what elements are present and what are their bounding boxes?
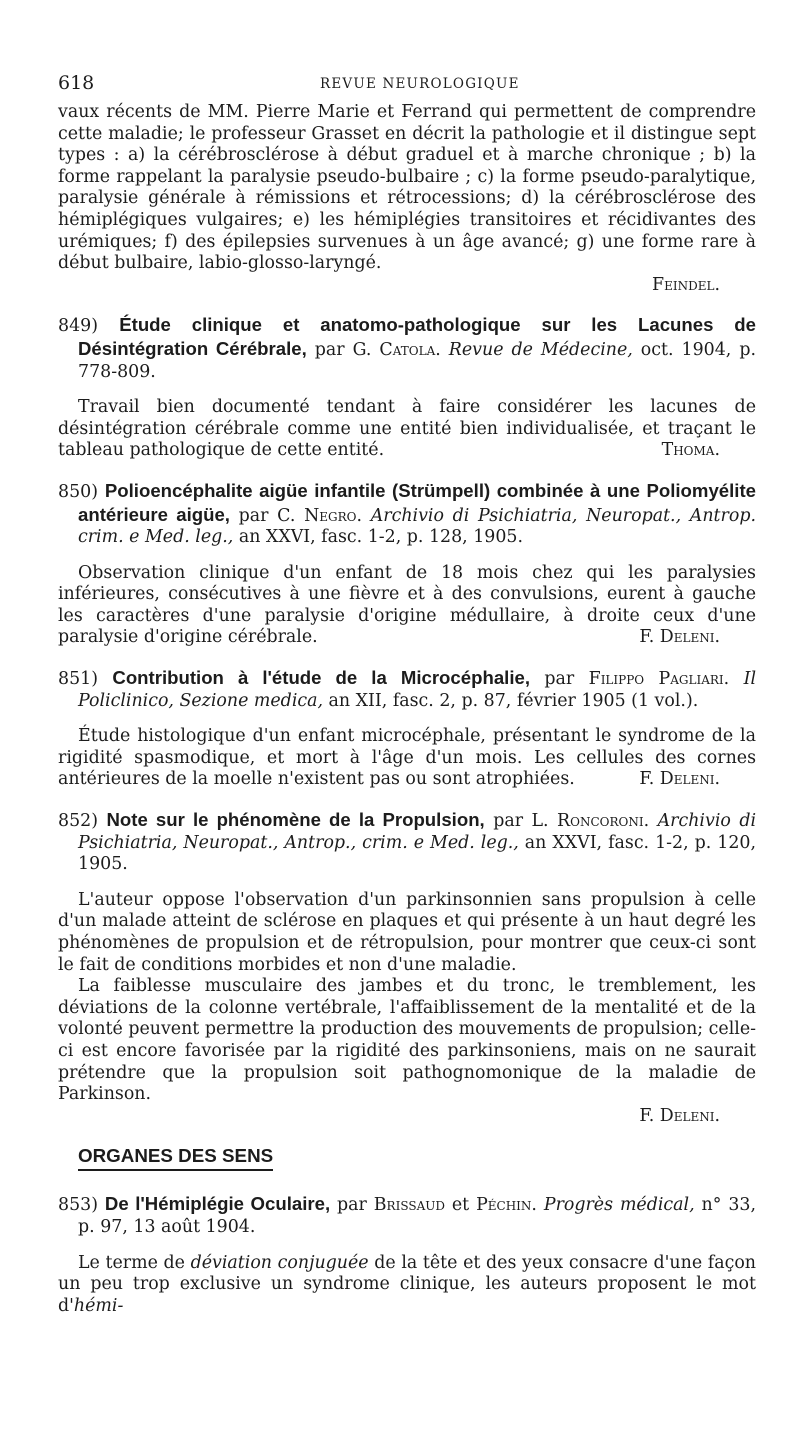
entry-par: par bbox=[484, 811, 532, 832]
entry-heading bbox=[58, 1193, 756, 1238]
entry-reference: an XXVI, fasc. 1-2, p. 128, 1905. bbox=[233, 527, 523, 548]
entry-author: Péchin. bbox=[476, 1195, 537, 1216]
intro-paragraph: vaux récents de MM. Pierre Marie et Ferrand qui permettent de comprendre cette maladie; le professeur Grasset en décrit la pathologie et il distingue sept types : a) la cérébrosclérose à début graduel et à marche chronique ; b) la forme rappelant la paralysie pseudo-bulbaire ; c) la forme pseudo-paralytique, paralysie générale à rémissions et rétrocessions; d) la cérébrosclérose des hémiplégiques vulgaires; e) les hémiplégies transitoires et récidivantes des urémiques; f) des épilepsies survenues à un âge avancé; g) une forme rare à début bulbaire, labio-glosso-laryngé. bbox=[58, 102, 756, 274]
section-heading: ORGANES DES SENS bbox=[78, 1145, 273, 1171]
entry-reference: an XXVI, fasc. 1-2, p. 120, 1905. bbox=[78, 832, 756, 875]
entry-signature: F. Deleni. bbox=[639, 769, 720, 790]
entry-par: par bbox=[330, 1195, 374, 1216]
abstract-entry-849 bbox=[58, 314, 756, 462]
abstract-entry-853 bbox=[58, 1193, 756, 1317]
entry-title: Note sur le phénomène de la Propulsion, bbox=[106, 809, 485, 831]
entry-conj: et bbox=[444, 1195, 477, 1216]
page-number: 618 bbox=[58, 72, 95, 94]
entry-source: Archivio di Psichiatria, Neuropat., Antrop., crim. e Med. leg., bbox=[78, 811, 757, 853]
entry-author: L. Roncoroni. bbox=[531, 811, 650, 832]
entry-body: Le terme de déviation conjuguée de la tête et des yeux consacre d'une façon un peu trop exclusive un syndrome clinique, les auteurs proposent le mot d'hémi- bbox=[58, 1252, 756, 1316]
entry-author: Brissaud bbox=[373, 1195, 445, 1216]
entry-body: L'auteur oppose l'observation d'un parkinsonnien sans propulsion à celle d'un malade atteint de sclérose en plaques et qui présente à un haut degré les phénomènes de propulsion et de rétropulsion, pour montrer que ceux-ci sont le fait de conditions morbides et non d'une maladie. bbox=[58, 889, 756, 975]
entry-par: par bbox=[306, 339, 353, 360]
entry-number: 849) bbox=[58, 316, 98, 337]
entry-author: G. Catola. bbox=[352, 339, 441, 360]
running-head bbox=[58, 62, 756, 102]
intro-signature: Feindel. bbox=[652, 274, 720, 295]
entry-signature: Thoma. bbox=[661, 440, 720, 461]
entry-signature: F. Deleni. bbox=[639, 1105, 720, 1126]
entry-body: Observation clinique d'un enfant de 18 mois chez qui les paralysies inférieures, consécutives à une fièvre et à des convulsions, eurent à gauche les caractères d'une paralysie d'origine médullaire, à droite ceux d'une paralysie d'origine cérébrale. bbox=[58, 562, 756, 648]
entry-title: Contribution à l'étude de la Microcéphalie, bbox=[112, 667, 530, 689]
entry-title: De l'Hémiplégie Oculaire, bbox=[104, 1193, 331, 1215]
abstract-entry-852 bbox=[58, 809, 756, 1127]
entry-body: Étude histologique d'un enfant microcéphale, présentant le syndrome de la rigidité spasmodique, et mort à l'âge d'un mois. Les cellules des cornes antérieures de la moelle n'existent pas ou sont atrophiées. bbox=[58, 726, 756, 790]
entry-source: Archivio di Psichiatria, Neuropat., Antrop. crim. e Med. leg., bbox=[78, 505, 756, 548]
entry-par: par bbox=[229, 505, 278, 526]
entry-source: Progrès médical, bbox=[536, 1195, 695, 1216]
entry-heading bbox=[58, 667, 756, 712]
entry-par: par bbox=[530, 669, 589, 690]
abstract-entry-851 bbox=[58, 667, 756, 791]
entry-number: 852) bbox=[58, 811, 98, 832]
journal-title: REVUE NEUROLOGIQUE bbox=[320, 76, 520, 92]
abstract-entry-850 bbox=[58, 480, 756, 649]
entry-body: La faiblesse musculaire des jambes et du tronc, le tremblement, les déviations de la colonne vertébrale, l'affaiblissement de la mentalité et de la volonté peuvent permettre la production des mouvements de propulsion; celle-ci est encore favorisée par la rigidité des parkinsoniens, mais on ne saurait prétendre que la propulsion soit pathognomonique de la maladie de Parkinson. bbox=[58, 976, 756, 1105]
entry-reference: n° 33, p. 97, 13 août 1904. bbox=[78, 1195, 757, 1237]
entry-reference: an XII, fasc. 2, p. 87, février 1905 (1 vol.). bbox=[323, 690, 699, 711]
entry-author: C. Negro. bbox=[277, 505, 363, 526]
entry-source: Il Policlinico, Sezione medica, bbox=[78, 669, 757, 711]
entry-number: 851) bbox=[58, 669, 98, 690]
entry-heading bbox=[58, 314, 756, 383]
entry-source: Revue de Médecine, bbox=[440, 339, 633, 360]
entry-number: 853) bbox=[58, 1195, 98, 1216]
entry-title: Étude clinique et anatomo-pathologique sur les Lacunes de Désintégration Cérébrale, bbox=[78, 314, 756, 359]
entry-body: Travail bien documenté tendant à faire considérer les lacunes de désintégration cérébrale comme une entité bien individualisée, et traçant le tableau pathologique de cette entité. bbox=[58, 397, 756, 461]
entry-number: 850) bbox=[58, 481, 98, 502]
entry-signature: F. Deleni. bbox=[639, 627, 720, 648]
entry-heading bbox=[58, 809, 756, 876]
entry-author: Filippo Pagliari. bbox=[588, 669, 730, 690]
entry-heading bbox=[58, 480, 756, 549]
entry-reference: oct. 1904, p. 778-809. bbox=[78, 339, 756, 382]
entry-title: Polioencéphalite aigüe infantile (Strümpell) combinée à une Poliomyélite antérieure aigüe, bbox=[78, 479, 756, 525]
